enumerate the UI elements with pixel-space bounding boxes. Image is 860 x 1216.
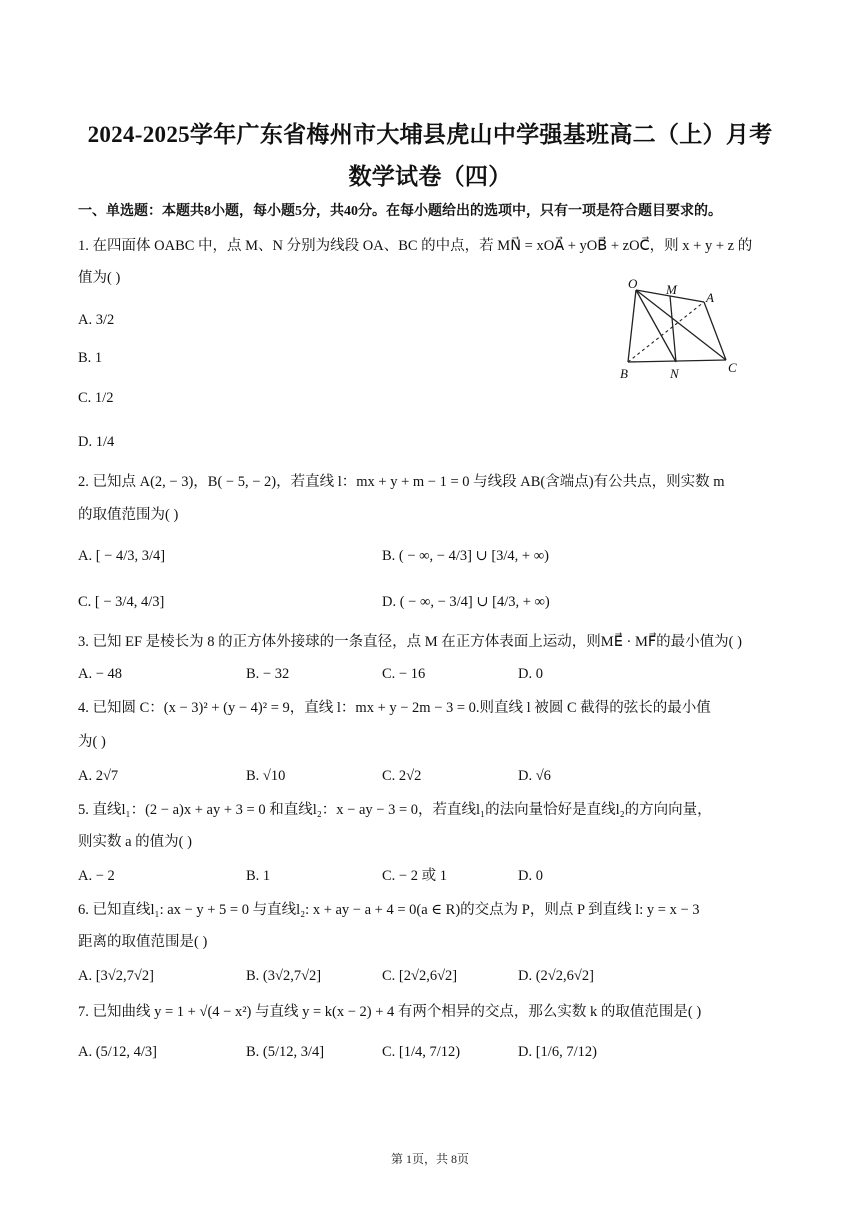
question-3-option-d: D. 0 [518,666,543,682]
question-4-option-a: A. 2√7 [78,768,119,784]
tetrahedron-figure [616,272,746,384]
document-title-line1: 2024-2025学年广东省梅州市大埔县虎山中学强基班高二（上）月考 [87,122,773,147]
question-3-option-b: B. − 32 [246,666,290,682]
question-5-line-2: 则实数 a 的值为( ) [78,834,192,850]
question-2-option-b: B. ( − ∞, − 4/3] ∪ [3/4, + ∞) [382,548,549,564]
label-a: A [706,290,714,305]
question-3-option-a: A. − 48 [78,666,123,682]
question-2-option-c: C. [ − 3/4, 4/3] [78,594,165,610]
question-7-option-a: A. (5/12, 4/3] [78,1044,157,1060]
question-3-line-1: 3. 已知 EF 是棱长为 8 的正方体外接球的一条直径，点 M 在正方体表面上运动，则ME⃗ · MF⃗的最小值为( ) [78,634,742,650]
question-5-option-d: D. 0 [518,868,543,884]
question-5-option-a: A. − 2 [78,868,115,884]
question-5-option-c: C. − 2 或 1 [382,868,447,884]
question-7-option-b: B. (5/12, 3/4] [246,1044,325,1060]
question-6-option-d: D. (2√2,6√2] [518,968,594,984]
document-title-line2: 数学试卷（四） [348,164,512,189]
question-1-line-1: 1. 在四面体 OABC 中，点 M、N 分别为线段 OA、BC 的中点，若 MN⃗ = xOA⃗ + yOB⃗ + zOC⃗，则 x + y + z 的 [78,238,753,254]
question-4-option-b: B. √10 [246,768,286,784]
question-6-option-a: A. [3√2,7√2] [78,968,154,984]
question-1-option-c: C. 1/2 [78,390,114,406]
question-4-option-c: C. 2√2 [382,768,422,784]
question-1-option-a: A. 3/2 [78,312,115,328]
question-5-option-b: B. 1 [246,868,271,884]
question-7-line-1: 7. 已知曲线 y = 1 + √(4 − x²) 与直线 y = k(x − 2) + 4 有两个相异的交点，那么实数 k 的取值范围是( ) [78,1004,702,1020]
label-c: C [728,360,737,375]
question-2-option-a: A. [ − 4/3, 3/4] [78,548,166,564]
question-2-line-2: 的取值范围为( ) [78,507,179,523]
label-n: N [670,366,679,381]
question-4-option-d: D. √6 [518,768,551,784]
question-6-option-c: C. [2√2,6√2] [382,968,458,984]
question-1-option-d: D. 1/4 [78,434,115,450]
question-2-line-1: 2. 已知点 A(2, − 3)，B( − 5, − 2)，若直线 l：mx + y + m − 1 = 0 与线段 AB(含端点)有公共点，则实数 m [78,474,725,490]
section-heading: 一、单选题：本题共8小题，每小题5分，共40分。在每小题给出的选项中，只有一项是符合题目要求的。 [78,204,722,219]
question-7-option-d: D. [1/6, 7/12) [518,1044,597,1060]
question-6-line-2: 距离的取值范围是( ) [78,934,208,950]
question-4-line-2: 为( ) [78,734,106,750]
question-5-line-1: 5. 直线l₁：(2 − a)x + ay + 3 = 0 和直线l₂：x − ay − 3 = 0，若直线l₁的法向量恰好是直线l₂的方向向量， [78,802,712,818]
question-1-line-2: 值为( ) [78,270,121,286]
question-6-line-1: 6. 已知直线l₁: ax − y + 5 = 0 与直线l₂: x + ay − a + 4 = 0(a ∈ R)的交点为 P，则点 P 到直线 l: y = x − 3 [78,902,700,918]
question-3-option-c: C. − 16 [382,666,426,682]
question-6-option-b: B. (3√2,7√2] [246,968,322,984]
label-b: B [620,366,628,381]
question-2-option-d: D. ( − ∞, − 3/4] ∪ [4/3, + ∞) [382,594,550,610]
question-4-line-1: 4. 已知圆 C：(x − 3)² + (y − 4)² = 9，直线 l：mx + y − 2m − 3 = 0.则直线 l 被圆 C 截得的弦长的最小值 [78,700,711,716]
page-footer: 第 1页，共 8页 [390,1152,469,1166]
question-1-option-b: B. 1 [78,350,103,366]
question-7-option-c: C. [1/4, 7/12) [382,1044,461,1060]
label-o: O [628,276,638,291]
label-m: M [666,282,677,297]
